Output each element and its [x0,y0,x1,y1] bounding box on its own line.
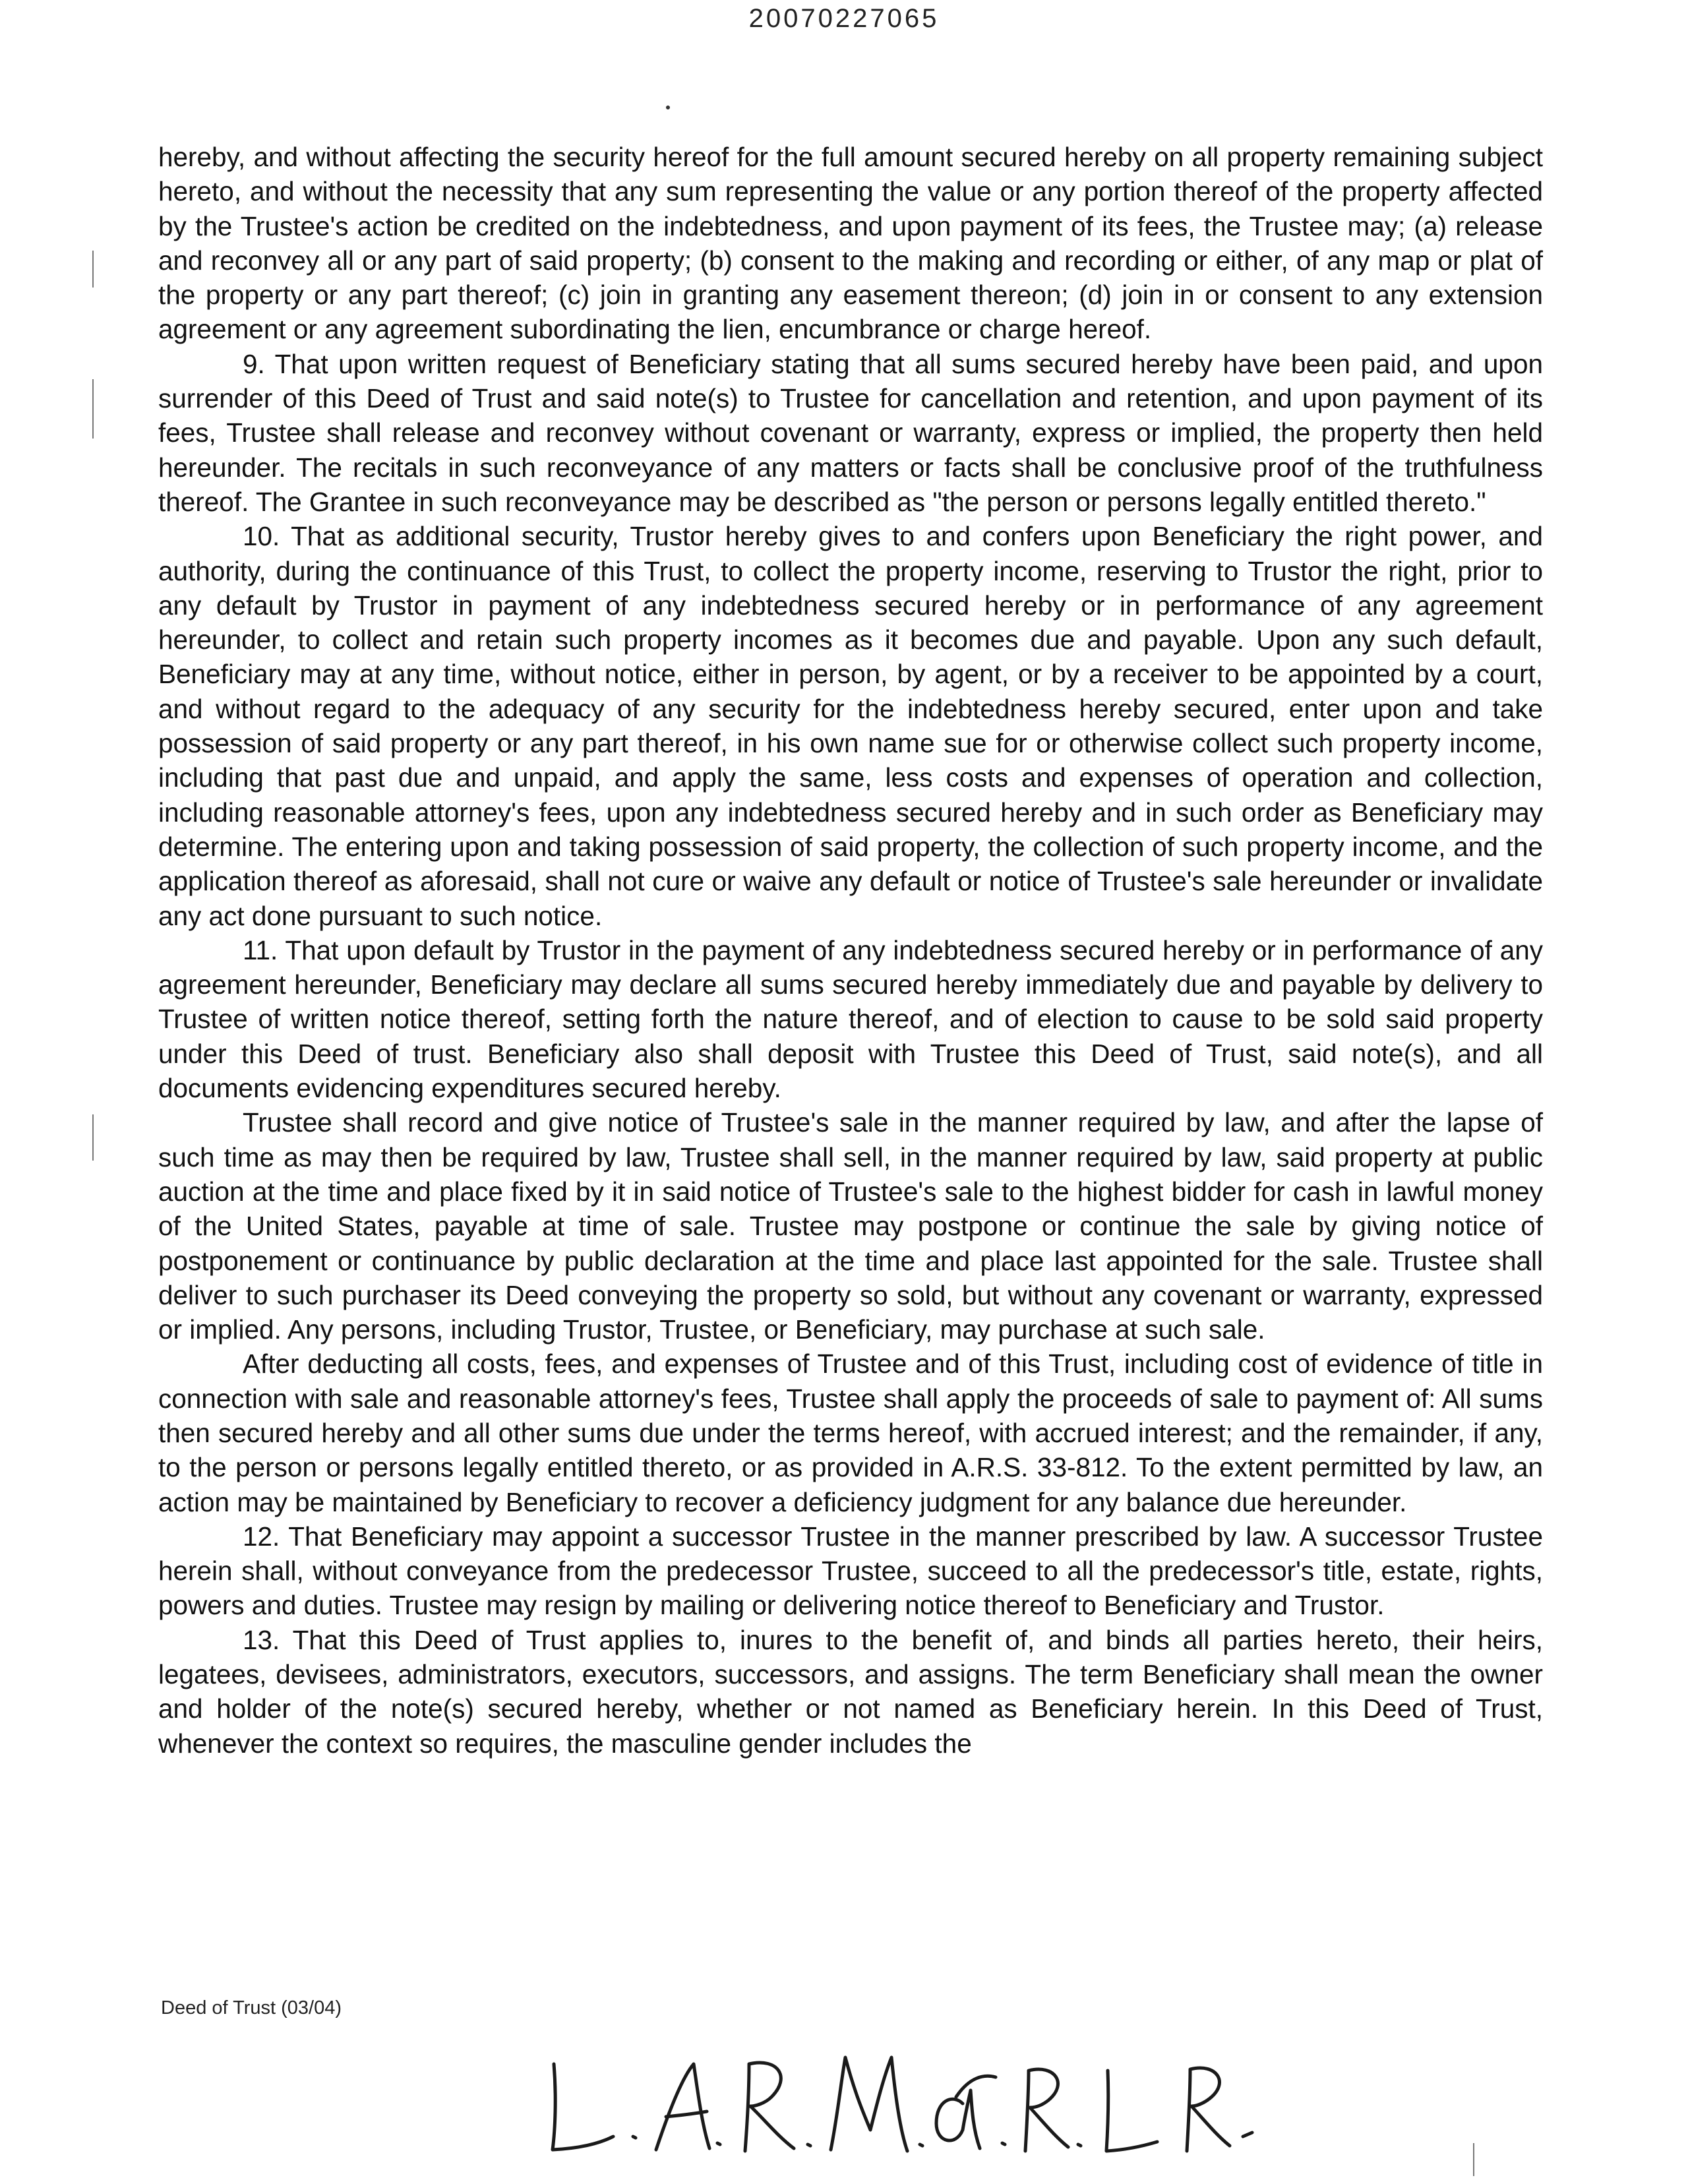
paragraph-proceeds: After deducting all costs, fees, and expenses of Trustee and of this Trust, including cost of evidence of title in connection with sale and reasonable attorney's fees, Trustee shall apply the proceeds of sale to payment of: All sums then secured hereby and all other sums due under the terms hereof, with accrued interest; and the remainder, if any, to the person or persons legally entitled thereto, or as provided in A.R.S. 33-812. To the extent permitted by law, an action may be maintained by Beneficiary to recover a deficiency judgment for any balance due hereunder. [158,1349,1543,1517]
recording-number: 20070227065 [748,4,940,33]
form-footer-label: Deed of Trust (03/04) [161,1997,342,2018]
paragraph-9: 9. That upon written request of Beneficiary stating that all sums secured hereby have been paid, and upon surrender of this Deed of Trust and said note(s) to Trustee for cancellation and retention, and upon payment of its fees, Trustee shall release and reconvey without covenant or warranty, express or implied, the property then held hereunder. The recitals in such reconveyance of any matters or facts shall be conclusive proof of the truthfulness thereof. The Grantee in such reconveyance may be described as "the person or persons legally entitled thereto." [158,348,1543,517]
document-body [158,140,1543,1761]
paragraph-12: 12. That Beneficiary may appoint a successor Trustee in the manner prescribed by law. A successor Trustee herein shall, without conveyance from the predecessor Trustee, succeed to all the predecessor's title, estate, rights, powers and duties. Trustee may resign by mailing or delivering notice thereof to Beneficiary and Trustor. [158,1521,1543,1621]
scan-margin-mark [92,1114,94,1161]
handwritten-initials [541,2038,1292,2169]
scan-speck [666,106,670,109]
scan-margin-mark [92,251,94,288]
paragraph-11: 11. That upon default by Trustor in the payment of any indebtedness secured hereby or in performance of any agreement hereunder, Beneficiary may declare all sums secured hereby immediately due and payable by delivery to Trustee of written notice thereof, setting forth the nature thereof, and of election to cause to be sold said property under this Deed of trust. Beneficiary also shall deposit with Trustee this Deed of Trust, said note(s), and all documents evidencing expenditures secured hereby. [158,934,1543,1104]
scan-margin-mark [1473,2143,1474,2176]
scan-margin-mark [92,379,94,439]
paragraph-10: 10. That as additional security, Trustor hereby gives to and confers upon Beneficiary the right power, and authority, during the continuance of this Trust, to collect the property income, reserving to Trustor the right, prior to any default by Trustor in payment of any indebtedness secured hereby or in performance of any agreement hereunder, to collect and retain such property incomes as it becomes due and payable. Upon any such default, Beneficiary may at any time, without notice, either in person, by agent, or by a receiver to be appointed by a court, and without regard to the adequacy of any security for the indebtedness hereby secured, enter upon and take possession of said property or any part thereof, in his own name sue for or otherwise collect such property income, including that past due and unpaid, and apply the same, less costs and expenses of operation and collection, including reasonable attorney's fees, upon any indebtedness secured hereby and in such order as Beneficiary may determine. The entering upon and taking possession of said property, the collection of such property income, and the application thereof as aforesaid, shall not cure or waive any default or notice of Trustee's sale hereunder or invalidate any act done pursuant to such notice. [158,521,1543,931]
paragraph-13: 13. That this Deed of Trust applies to, inures to the benefit of, and binds all parties hereto, their heirs, legatees, devisees, administrators, executors, successors, and assigns. The term Beneficiary shall mean the owner and holder of the note(s) secured hereby, whether or not named as Beneficiary herein. In this Deed of Trust, whenever the context so requires, the masculine gender includes the [158,1624,1543,1759]
paragraph-trustee-sale: Trustee shall record and give notice of Trustee's sale in the manner required by law, and after the lapse of such time as may then be required by law, Trustee shall sell, in the manner required by law, said property at public auction at the time and place fixed by it in said notice of Trustee's sale to the highest bidder for cash in lawful money of the United States, payable at time of sale. Trustee may postpone or continue the sale by giving notice of postponement or continuance by public declaration at the time and place last appointed for the sale. Trustee shall deliver to such purchaser its Deed conveying the property so sold, but without any covenant or warranty, expressed or implied. Any persons, including Trustor, Trustee, or Beneficiary, may purchase at such sale. [158,1107,1543,1345]
paragraph-continuation: hereby, and without affecting the security hereof for the full amount secured hereby on all property remaining subject hereto, and without the necessity that any sum representing the value or any portion thereof of the property affected by the Trustee's action be credited on the indebtedness, and upon payment of its fees, the Trustee may; (a) release and reconvey all or any part of said property; (b) consent to the making and recording or either, of any map or plat of the property or any part thereof; (c) join in granting any easement thereon; (d) join in or consent to any extension agreement or any agreement subordinating the lien, encumbrance or charge hereof. [158,142,1543,345]
